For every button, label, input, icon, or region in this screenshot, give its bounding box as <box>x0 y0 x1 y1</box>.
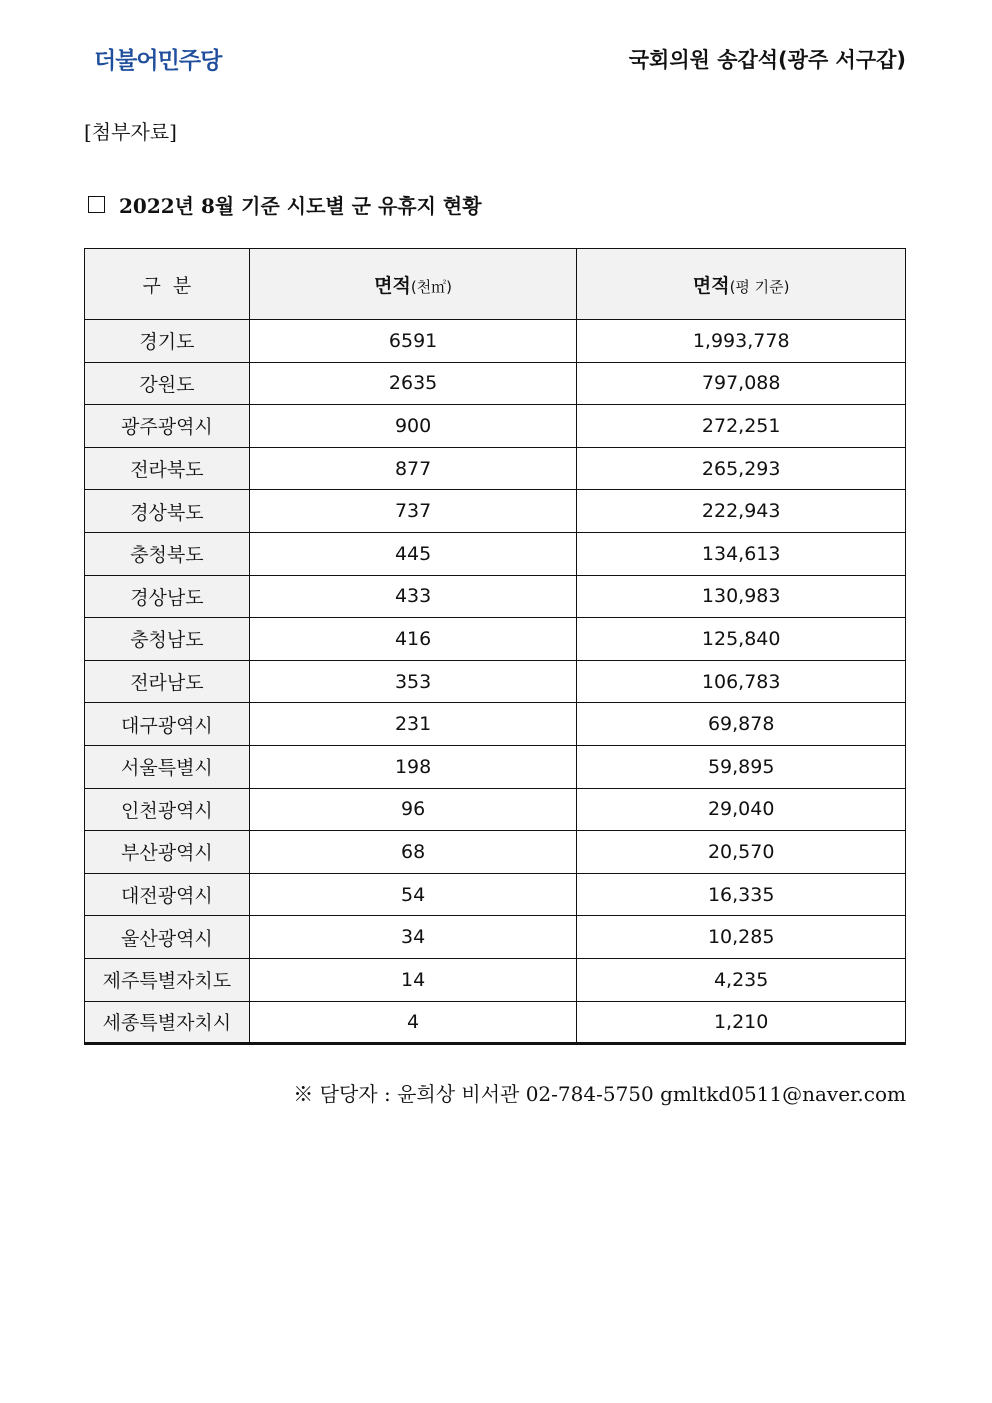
table-row <box>85 1001 906 1044</box>
region-cell: 강원도 <box>85 362 250 405</box>
area-pyeong-cell: 130,983 <box>577 575 906 618</box>
region-cell: 전라남도 <box>85 660 250 703</box>
party-logo <box>94 42 221 75</box>
area-sqm-cell: 900 <box>249 405 577 448</box>
area-sqm-cell: 877 <box>249 447 577 490</box>
area-pyeong-cell: 10,285 <box>577 916 906 959</box>
header-area-sqm: 면적(천㎡) <box>249 249 577 320</box>
table-row <box>85 703 906 746</box>
region-cell: 서울특별시 <box>85 745 250 788</box>
area-pyeong-cell: 69,878 <box>577 703 906 746</box>
region-cell: 경상북도 <box>85 490 250 533</box>
area-sqm-cell: 198 <box>249 745 577 788</box>
area-sqm-cell: 445 <box>249 532 577 575</box>
checkbox-square-icon <box>88 196 105 213</box>
table-row <box>85 660 906 703</box>
area-pyeong-cell: 797,088 <box>577 362 906 405</box>
area-pyeong-cell: 1,210 <box>577 1001 906 1044</box>
region-cell: 세종특별자치시 <box>85 1001 250 1044</box>
table-row <box>85 916 906 959</box>
region-cell: 경상남도 <box>85 575 250 618</box>
table-row <box>85 958 906 1001</box>
region-cell: 경기도 <box>85 320 250 363</box>
area-pyeong-cell: 272,251 <box>577 405 906 448</box>
table-row <box>85 490 906 533</box>
region-cell: 전라북도 <box>85 447 250 490</box>
region-cell: 부산광역시 <box>85 831 250 874</box>
page-title-text: 2022년 8월 기준 시도별 군 유휴지 현황 <box>119 194 482 218</box>
area-pyeong-cell: 4,235 <box>577 958 906 1001</box>
table-row <box>85 447 906 490</box>
area-pyeong-cell: 59,895 <box>577 745 906 788</box>
header-category: 구 분 <box>85 249 250 320</box>
table-row <box>85 362 906 405</box>
area-pyeong-cell: 106,783 <box>577 660 906 703</box>
table-row <box>85 873 906 916</box>
region-cell: 대구광역시 <box>85 703 250 746</box>
land-table <box>84 248 906 1045</box>
area-sqm-cell: 34 <box>249 916 577 959</box>
party-logo-text: 더불어민주당 <box>94 48 222 74</box>
area-pyeong-cell: 16,335 <box>577 873 906 916</box>
area-sqm-cell: 6591 <box>249 320 577 363</box>
area-pyeong-cell: 20,570 <box>577 831 906 874</box>
table-row <box>85 788 906 831</box>
area-sqm-cell: 4 <box>249 1001 577 1044</box>
area-sqm-cell: 68 <box>249 831 577 874</box>
attachment-label: [첨부자료] <box>84 120 177 144</box>
table-row <box>85 575 906 618</box>
region-cell: 충청북도 <box>85 532 250 575</box>
table-row <box>85 405 906 448</box>
area-sqm-cell: 96 <box>249 788 577 831</box>
area-pyeong-cell: 125,840 <box>577 618 906 661</box>
table-row <box>85 320 906 363</box>
table-row <box>85 831 906 874</box>
table-header-row <box>85 249 906 320</box>
region-cell: 대전광역시 <box>85 873 250 916</box>
page-title <box>88 190 482 219</box>
region-cell: 충청남도 <box>85 618 250 661</box>
table-row <box>85 745 906 788</box>
area-pyeong-cell: 222,943 <box>577 490 906 533</box>
area-sqm-cell: 737 <box>249 490 577 533</box>
member-name: 국회의원 송갑석(광주 서구갑) <box>628 48 906 72</box>
contact-info: ※ 담당자 : 윤희상 비서관 02-784-5750 gmltkd0511@naver.com <box>293 1082 906 1106</box>
region-cell: 광주광역시 <box>85 405 250 448</box>
area-sqm-cell: 416 <box>249 618 577 661</box>
area-sqm-cell: 14 <box>249 958 577 1001</box>
area-sqm-cell: 54 <box>249 873 577 916</box>
table-row <box>85 532 906 575</box>
table-row <box>85 618 906 661</box>
header-area-pyeong: 면적(평 기준) <box>577 249 906 320</box>
area-sqm-cell: 353 <box>249 660 577 703</box>
area-sqm-cell: 433 <box>249 575 577 618</box>
area-pyeong-cell: 134,613 <box>577 532 906 575</box>
region-cell: 울산광역시 <box>85 916 250 959</box>
area-sqm-cell: 2635 <box>249 362 577 405</box>
area-pyeong-cell: 265,293 <box>577 447 906 490</box>
region-cell: 제주특별자치도 <box>85 958 250 1001</box>
area-sqm-cell: 231 <box>249 703 577 746</box>
area-pyeong-cell: 1,993,778 <box>577 320 906 363</box>
area-pyeong-cell: 29,040 <box>577 788 906 831</box>
region-cell: 인천광역시 <box>85 788 250 831</box>
